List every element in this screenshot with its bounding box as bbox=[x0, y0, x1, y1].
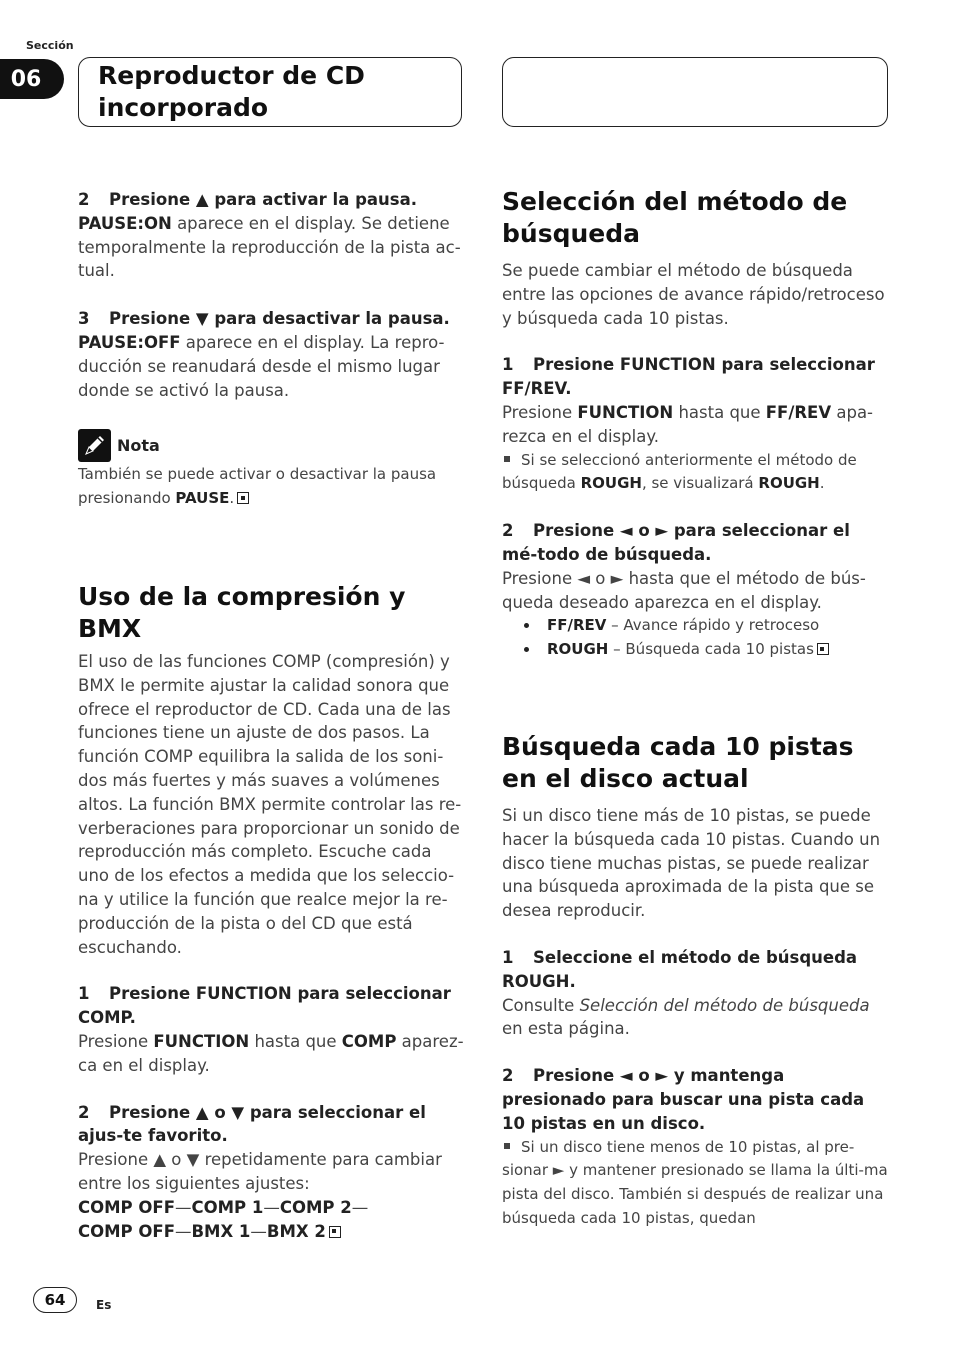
bullet-rough: ROUGH – Búsqueda cada 10 pistas bbox=[502, 638, 890, 662]
heading-comp-bmx: Uso de la compresión y BMX bbox=[78, 581, 406, 643]
bullet-ffrev: FF/REV – Avance rápido y retroceso bbox=[502, 614, 890, 638]
search-method-intro: Se puede cambiar el método de búsqueda entre las opciones de avance rápido/retroceso y búsqueda cada 10 pistas. bbox=[502, 261, 885, 328]
comp-sequence-1: COMP OFF—COMP 1—COMP 2— bbox=[78, 1197, 369, 1217]
step-rough-select-body: Consulte Selección del método de búsqueda en esta página. bbox=[502, 995, 870, 1039]
step-pause-off-body: PAUSE:OFF aparece en el display. La repro-ducción se reanudará desde el mismo lugar donde se activó la pausa. bbox=[78, 332, 445, 400]
rough-hold-note: Si un disco tiene menos de 10 pistas, al pre-sionar ► y mantener presionado se llama la últi-ma pista del disco. También si después de realizar una búsqueda cada 10 pistas, quedan bbox=[502, 1137, 888, 1227]
step-comp-adjust: 2 Presione ▲ o ▼ para seleccionar el ajus-te favorito. bbox=[78, 1102, 426, 1146]
square-bullet-icon bbox=[504, 1143, 510, 1149]
square-bullet-icon bbox=[504, 456, 510, 462]
header-empty-box bbox=[502, 57, 888, 127]
step-comp-adjust-body: Presione ▲ o ▼ repetidamente para cambiar entre los siguientes ajustes: bbox=[78, 1150, 442, 1193]
step-pause-on: 2 Presione ▲ para activar la pausa. bbox=[78, 190, 417, 209]
section-label: Sección bbox=[26, 39, 74, 52]
pencil-note-icon bbox=[78, 429, 111, 462]
left-column bbox=[78, 188, 466, 1243]
comp-intro: El uso de las funciones COMP (compresión) y BMX le permite ajustar la calidad sonora que ofrece el reproductor de CD. Cada una de las funciones tiene un ajuste de dos pasos. La función COMP equilibra la salida de los soni-dos más fuertes y más suaves a volúmenes altos. La función BMX permite controlar las re-verberaciones para proporcionar un sonido de reproducción más completo. Escuche cada uno de los efectos a medida que los seleccio-na y utilice la función que realce mejor la re-producción de la pista o del CD que está escuchando. bbox=[78, 651, 462, 957]
note-header bbox=[78, 428, 466, 462]
step-comp-select: 1 Presione FUNCTION para seleccionar COMP. bbox=[78, 984, 451, 1028]
end-mark-icon bbox=[329, 1226, 341, 1238]
language-code: Es bbox=[96, 1298, 112, 1312]
rough-search-intro: Si un disco tiene más de 10 pistas, se puede hacer la búsqueda cada 10 pistas. Cuando un disco tiene muchas pistas, se puede realizar una búsqueda aproximada de la pista que se desea reproducir. bbox=[502, 805, 881, 921]
section-number-tab: 06 bbox=[0, 59, 64, 99]
note-title: Nota bbox=[117, 435, 160, 455]
end-mark-icon bbox=[237, 492, 249, 504]
chapter-title: Reproductor de CD incorporado bbox=[98, 61, 365, 122]
comp-sequence-2: COMP OFF—BMX 1—BMX 2 bbox=[78, 1220, 466, 1244]
page-number: 64 bbox=[33, 1287, 77, 1313]
ffrev-note: Si se seleccionó anteriormente el método de búsqueda ROUGH, se visualizará ROUGH. bbox=[502, 450, 857, 493]
step-rough-hold: 2 Presione ◄ o ► y mantenga presionado para buscar una pista cada 10 pistas en un disco. bbox=[502, 1066, 865, 1133]
heading-search-method: Selección del método de búsqueda bbox=[502, 187, 848, 248]
heading-rough-search: Búsqueda cada 10 pistas en el disco actual bbox=[502, 731, 854, 793]
step-method-select-body: Presione ◄ o ► hasta que el método de bús-queda deseado aparezca en el display. bbox=[502, 568, 866, 612]
right-column bbox=[502, 186, 890, 1231]
end-mark-icon bbox=[817, 643, 829, 655]
step-ffrev-select-body: Presione FUNCTION hasta que FF/REV apa-rezca en el display. bbox=[502, 402, 874, 446]
step-method-select: 2 Presione ◄ o ► para seleccionar el mé-todo de búsqueda. bbox=[502, 521, 850, 564]
step-ffrev-select: 1 Presione FUNCTION para seleccionar FF/REV. bbox=[502, 355, 875, 399]
step-pause-off: 3 Presione ▼ para desactivar la pausa. bbox=[78, 309, 450, 329]
step-comp-select-body: Presione FUNCTION hasta que COMP aparez-ca en el display. bbox=[78, 1031, 464, 1075]
step-rough-select: 1 Seleccione el método de búsqueda ROUGH. bbox=[502, 947, 858, 991]
step-pause-on-body: PAUSE:ON aparece en el display. Se detiene temporalmente la reproducción de la pista ac-tual. bbox=[78, 213, 461, 281]
note-text: También se puede activar o desactivar la pausa presionando PAUSE. bbox=[78, 465, 437, 508]
